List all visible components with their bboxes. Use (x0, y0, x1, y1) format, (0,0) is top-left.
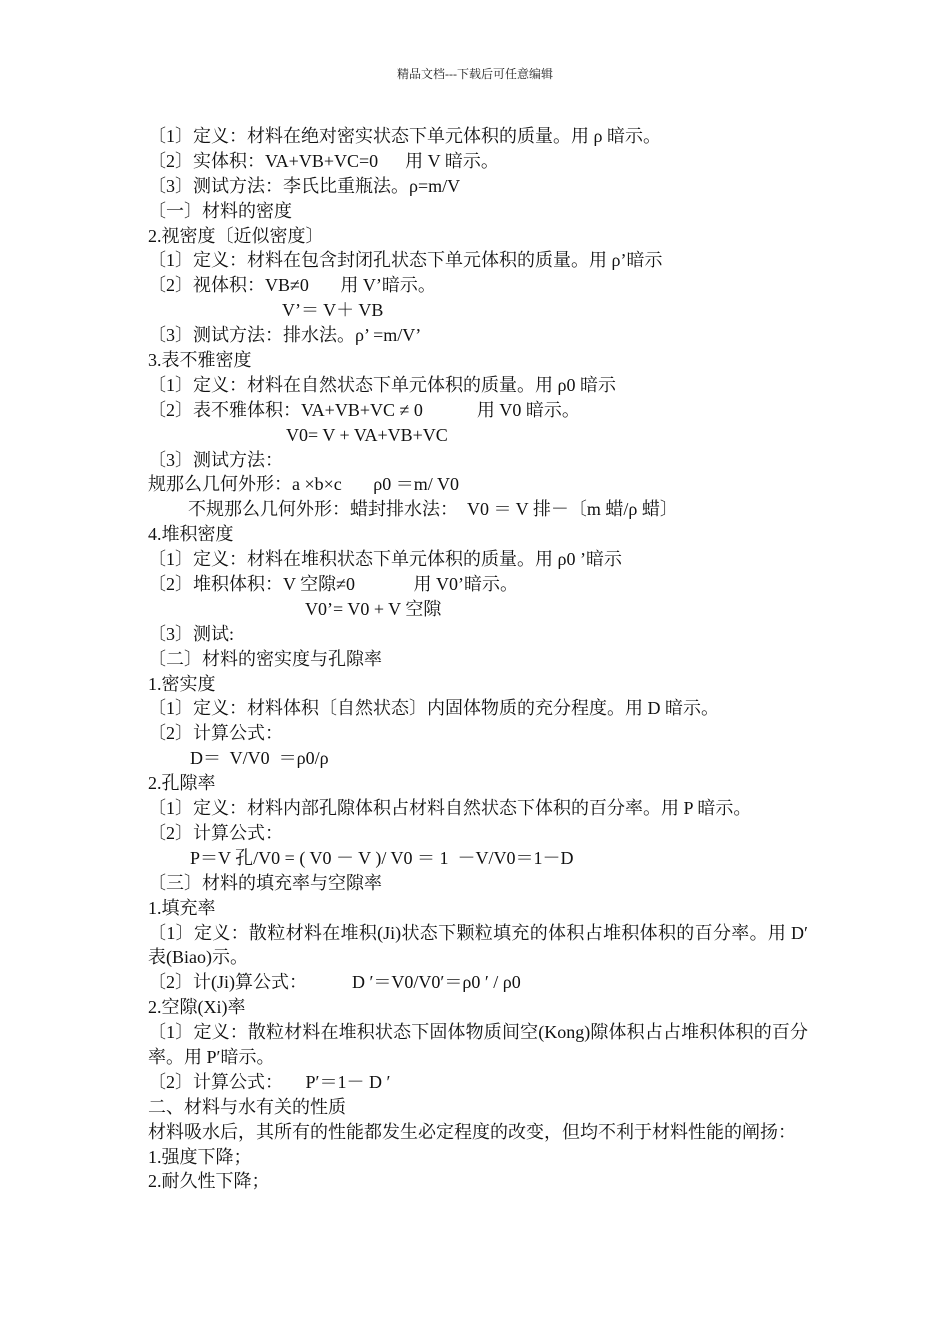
text-line: 〔2〕表不雅体积：VA+VB+VC ≠ 0 用 V0 暗示。 (148, 399, 580, 420)
text-line: 二、材料与水有关的性质 (148, 1096, 346, 1117)
text-line: 〔2〕计(Ji)算公式： D ′＝V0/V0′＝ρ0 ′ / ρ0 (148, 972, 521, 993)
text-line: 〔1〕定义：散粒材料在堆积状态下固体物质间空(Kong)隙体积占占堆积体积的百分率。用 P′暗示。 (148, 1022, 808, 1067)
text-line: 〔一〕材料的密度 (148, 200, 292, 221)
text-line: V0= V + VA+VB+VC (286, 424, 448, 445)
text-line: 〔三〕材料的填充率与空隙率 (148, 872, 382, 893)
text-line: 〔3〕测试: (148, 623, 235, 644)
text-line: 〔1〕定义：材料内部孔隙体积占材料自然状态下体积的百分率。用 P 暗示。 (148, 798, 752, 819)
text-line: 〔1〕定义：材料在包含封闭孔状态下单元体积的质量。用 ρ’暗示 (148, 250, 663, 271)
text-line: 〔1〕定义：材料在自然状态下单元体积的质量。用 ρ0 暗示 (148, 374, 616, 395)
text-line: 不规那么几何外形：蜡封排水法： V0 ＝ V 排－〔m 蜡/ρ 蜡〕 (188, 499, 678, 520)
text-line: 〔2〕计算公式： (148, 723, 283, 744)
text-line: 1.密实度 (148, 673, 216, 694)
text-line: 〔1〕定义：材料在堆积状态下单元体积的质量。用 ρ0 ’暗示 (148, 549, 622, 570)
page-header: 精品文档---下载后可任意编辑 (397, 67, 553, 81)
text-line: 〔1〕定义：材料在绝对密实状态下单元体积的质量。用 ρ 暗示。 (148, 126, 661, 146)
text-line: 〔2〕视体积：VB≠0 用 V’暗示。 (148, 275, 436, 296)
document-body (148, 124, 808, 1194)
text-line: 〔1〕定义：材料体积〔自然状态〕内固体物质的充分程度。用 D 暗示。 (148, 698, 719, 719)
text-line: 2.视密度〔近似密度〕 (148, 225, 324, 246)
text-line: 2.耐久性下降； (148, 1171, 270, 1192)
text-line: 〔2〕实体积：VA+VB+VC=0 用 V 暗示。 (148, 150, 499, 171)
text-line: 〔二〕材料的密实度与孔隙率 (148, 648, 382, 669)
text-line: 2.孔隙率 (148, 773, 216, 794)
text-line: 2.空隙(Xi)率 (148, 997, 246, 1018)
text-line: 1.填充率 (148, 897, 216, 918)
text-line: 材料吸水后，其所有的性能都发生必定程度的改变，但均不利于材料性能的阐扬： (148, 1121, 796, 1142)
text-line: 〔2〕计算公式： P′＝1－ D ′ (148, 1071, 391, 1092)
text-line: P＝V 孔/V0 = ( V0 － V )/ V0 ＝ 1 －V/V0＝1－D (190, 847, 574, 868)
text-line: D＝ V/V0 ＝ρ0/ρ (190, 748, 329, 769)
text-line: V’＝ V＋ VB (282, 300, 384, 321)
text-line: 〔3〕测试方法： (148, 449, 283, 470)
text-line: 4.堆积密度 (148, 524, 234, 545)
text-line: 〔1〕定义：散粒材料在堆积(Ji)状态下颗粒填充的体积占堆积体积的百分率。用 D′表(Biao)示。 (148, 922, 808, 968)
text-line: 〔3〕测试方法：排水法。ρ’ =m/V’ (148, 325, 422, 346)
text-line: 规那么几何外形：a ×b×c ρ0 ＝m/ V0 (148, 474, 459, 495)
text-line: V0’= V0 + V 空隙 (305, 598, 442, 619)
text-line: 3.表不雅密度 (148, 350, 252, 371)
text-line: 1.强度下降； (148, 1146, 252, 1167)
text-line: 〔3〕测试方法：李氏比重瓶法。ρ=m/V (148, 175, 461, 196)
text-line: 〔2〕堆积体积：V 空隙≠0 用 V0’暗示。 (148, 574, 519, 595)
text-line: 〔2〕计算公式： (148, 822, 283, 843)
